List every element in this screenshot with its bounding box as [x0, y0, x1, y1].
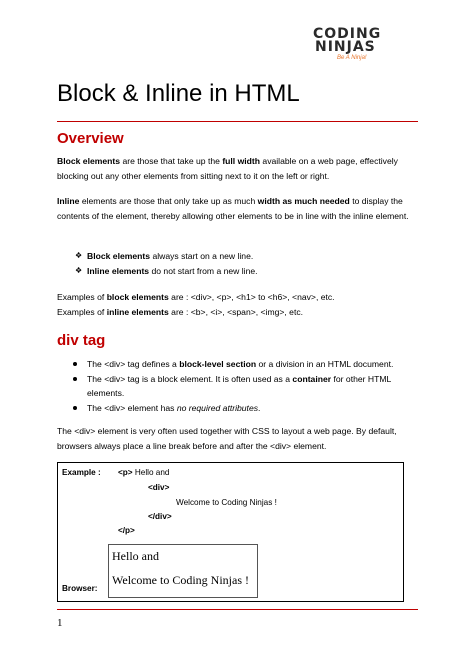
code-line-div-close: </div> [148, 512, 172, 521]
bullet-dot-icon [73, 362, 77, 366]
title-divider [57, 121, 418, 122]
example-box [57, 462, 404, 602]
browser-label: Browser: [62, 584, 98, 593]
footer-divider [57, 609, 418, 610]
block-elements-paragraph: Block elements are those that take up the full width available on a web page, effectively blocking out any other elements from sitting next to it on the left or right. [57, 156, 398, 181]
div-tag-heading: div tag [57, 332, 106, 349]
coding-ninjas-logo [313, 28, 393, 68]
browser-output-frame [108, 544, 258, 598]
browser-output-line: Welcome to Coding Ninjas ! [112, 573, 250, 587]
bullet-dot-icon [73, 406, 77, 410]
diamond-bullet-icon: ❖ [75, 265, 83, 275]
block-inline-summary-list [75, 249, 258, 278]
list-item: ❖ Inline elements do not start from a new line. [75, 264, 258, 279]
code-line-p-open: <p> Hello and [118, 468, 170, 477]
logo-tagline: Be A Ninja! [337, 55, 367, 61]
browser-output-line: Hello and [112, 549, 159, 563]
term-inline: Inline [57, 196, 80, 206]
list-item: The <div> element has no required attributes. [73, 401, 413, 416]
overview-heading: Overview [57, 130, 124, 147]
list-item: ❖ Block elements always start on a new line. [75, 249, 258, 264]
list-item: The <div> tag is a block element. It is often used as a container for other HTML elements. [73, 372, 413, 401]
example-label: Example : [62, 468, 101, 477]
div-tag-bullet-list [73, 357, 413, 415]
page-number: 1 [57, 617, 63, 629]
diamond-bullet-icon: ❖ [75, 251, 83, 260]
term-block-elements: Block elements [57, 156, 121, 166]
list-item: The <div> tag defines a block-level section or a division in an HTML document. [73, 357, 413, 372]
code-line-text: Welcome to Coding Ninjas ! [176, 498, 277, 507]
div-usage-paragraph: The <div> element is very often used together with CSS to layout a web page. By default, browsers always place a line break before and after the <div> element. [57, 426, 397, 451]
code-line-p-close: </p> [118, 526, 135, 535]
examples-paragraph: Examples of block elements are : <div>, <p>, <h1> to <h6>, <nav>, etc. Examples of inline elements are : <b>, <i>, <span>, <img>, etc. [57, 292, 335, 317]
logo-word-ninjas: NINJAS [315, 39, 376, 55]
code-line-div-open: <div> [148, 483, 170, 492]
logo-word-coding: CODING [313, 26, 382, 42]
page-title: Block & Inline in HTML [57, 80, 300, 107]
inline-elements-paragraph: Inline elements are those that only take up as much width as much needed to display the contents of the element, thereby allowing other elements to be in line with the inline element. [57, 196, 409, 221]
bullet-dot-icon [73, 377, 77, 381]
